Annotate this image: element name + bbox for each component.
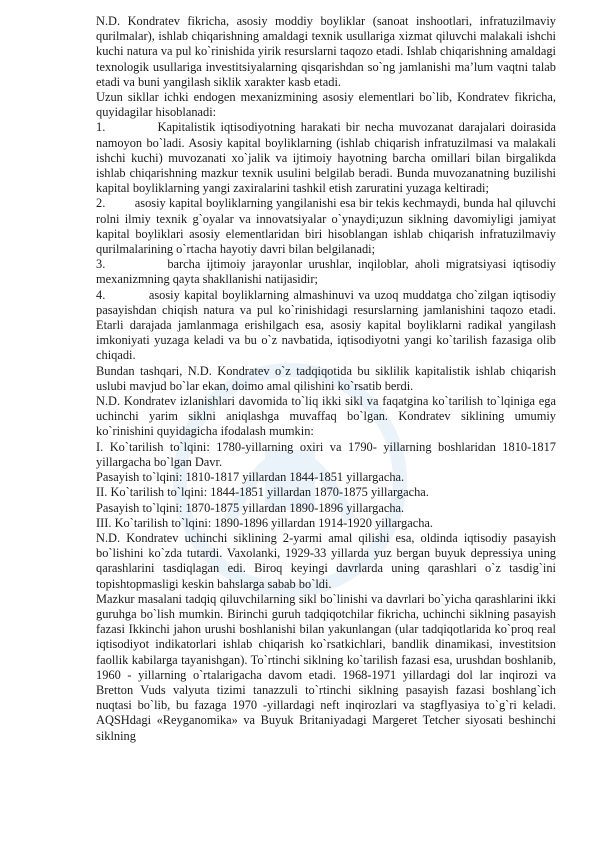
paragraph-cyclicity: Bundan tashqari, N.D. Kondratev o`z tadqiqotida bu siklilik kapitalistik ishlab chiqarish uslubi mavjud bo`lar ekan, doimo amal qilishini ko`rsatib berdi. bbox=[96, 363, 556, 393]
list-item-4: 4. asosiy kapital boyliklarning almashinuvi va uzoq muddatga cho`zilgan iqtisodiy pasayishdan chiqish natura va pul ko`rinishidagi resurslarning jamlanishini taqozo etadi. Etarli darajada jamlanmaga erishilgach esa, asosiy kapital boyliklarni radikal yangilash imkoniyati yuzaga keladi va bu o`z navbatida, iqtisodiyotni yangi ko`tarilish fazasiga olib chiqadi. bbox=[96, 287, 556, 363]
paragraph-intro: N.D. Kondratev fikricha, asosiy moddiy boyliklar (sanoat inshootlari, infratuzilmaviy qurilmalar), ishlab chiqarishning amaldagi texnik usullariga xizmat qiluvchi malakali ishchi kuchi natura va pul ko`rinishida yirik resurslarni taqozo etadi. Ishlab chiqarishning amaldagi texnologik usullariga investitsiyalarning qisqarishdan so`ng jamlanishi ma’lum vaqtni talab etadi va buni yangilash siklik xarakter kasb etadi. bbox=[96, 14, 556, 89]
list-item-2: 2. asosiy kapital boyliklarning yangilanishi esa bir tekis kechmaydi, bunda hal qiluvchi rolni ilmiy texnik g`oyalar va innovatsiyalar o`ynaydi;uzun siklning davomiyligi jamiyat kapital boyliklari asosiy elementlaridan biri hisoblangan ishlab chiqarish infratuzilmaviy qurilmalarining o`rtacha hayotiy davri bilan belgilanadi; bbox=[96, 196, 556, 257]
cycle-phase-2-up: II. Ko`tarilish to`lqini: 1844-1851 yillardan 1870-1875 yillargacha. bbox=[96, 485, 429, 500]
paragraph-elements-intro: Uzun sikllar ichki endogen mexanizmining asosiy elementlari bo`lib, Kondratev fikricha, quyidagilar hisoblanadi: bbox=[96, 90, 556, 120]
cycle-phase-3-up: III. Ko`tarilish to`lqini: 1890-1896 yillardan 1914-1920 yillargacha. bbox=[96, 515, 433, 530]
cycle-phase-2-down: Pasayish to`lqini: 1870-1875 yillardan 1890-1896 yillargacha. bbox=[96, 500, 405, 515]
cycle-phase-1-down: Pasayish to`lqini: 1810-1817 yillardan 1844-1851 yillargacha. bbox=[96, 470, 405, 485]
list-item-1: 1. Kapitalistik iqtisodiyotning harakati bir necha muvozanat darajalari doirasida namoyon bo`ladi. Asosiy kapital boyliklarning (ishlab chiqarish infratuzilmasi va malakali ishchi kuchi) muvozanati xo`jalik va ijtimoiy hayotning barcha omillari bilan birgalikda ishlab chiqarishning mazkur texnik usulini belgilab beradi. Bunda muvozanatning buzilishi kapital boyliklarning yangi zaxiralarini tashkil etish zaruratini yuzaga keltiradi; bbox=[96, 120, 556, 196]
list-item-3: 3. barcha ijtimoiy jarayonlar urushlar, inqiloblar, aholi migratsiyasi iqtisodiy mexanizmning qayta shakllanishi natijasidir; bbox=[96, 257, 556, 287]
paragraph-third-cycle: N.D. Kondratev uchinchi siklining 2-yarmi amal qilishi esa, oldinda iqtisodiy pasayish bo`lishini ko`zda tutardi. Vaxolanki, 1929-33 yillarda yuz bergan buyuk depressiya uning qarashlarini tasdiqlagan edi. Biroq keyingi davrlarda uning qarashlari o`z tasdig`ini topishtopmasligi keskin bahslarga sabab bo`ldi. bbox=[96, 530, 556, 591]
paragraph-researchers: Mazkur masalani tadqiq qiluvchilarning sikl bo`linishi va davrlari bo`yicha qarashlarini ikki guruhga bo`lish mumkin. Birinchi guruh tadqiqotchilar fikricha, uchinchi siklning pasayish fazasi Ikkinchi jahon urushi boshlanishi bilan yakunlangan (ular tadqiqotlarida ko`proq real iqtisodiyot indikatorlari ishlab chiqarish ko`rsatkichlari, bandlik dinamikasi, investitsion faollik kabilarga tayanishgan). To`rtinchi siklning ko`tarilish fazasi esa, urushdan boshlanib, 1960 - yillarning o`rtalarigacha davom etadi. 1968-1971 yillardagi dol lar inqirozi va Bretton Vuds valyuta tizimi tanazzuli to`rtinchi siklning pasayish fazasi boshlang`ich nuqtasi bo`lib, bu fazaga 1970 -yillardagi neft inqirozlari va stagflyasiya to`g`ri keladi. AQSHdagi «Reyganomika» va Buyuk Britaniyadagi Margeret Tetcher siyosati beshinchi siklning bbox=[96, 591, 556, 743]
paragraph-research: N.D. Kondratev izlanishlari davomida to`liq ikki sikl va faqatgina ko`tarilish to`lqiniga ega uchinchi yarim siklni aniqlashga muvaffaq bo`lgan. Kondratev siklining umumiy ko`rinishini quyidagicha ifodalash mumkin: bbox=[96, 394, 556, 439]
cycle-phase-1-up: I. Ko`tarilish to`lqini: 1780-yillarning oxiri va 1790- yillarning boshlaridan 1810-1817 yillargacha bo`lgan Davr. bbox=[96, 439, 556, 469]
